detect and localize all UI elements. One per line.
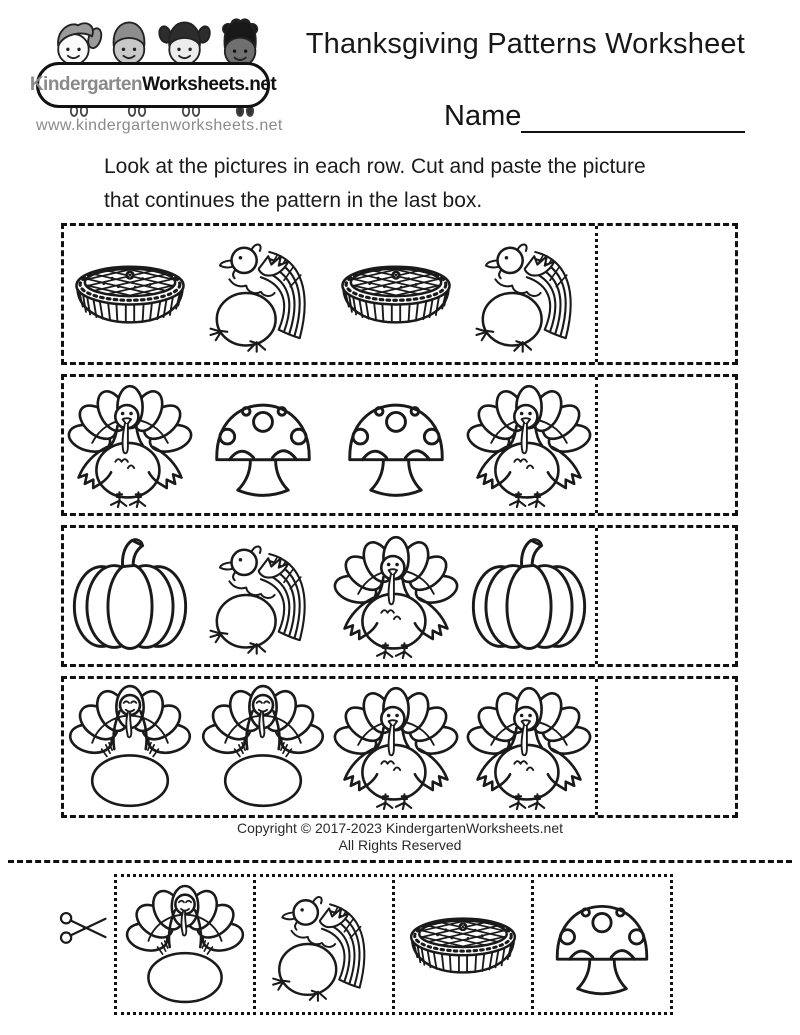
mushroom-image bbox=[333, 382, 459, 508]
pattern-cells bbox=[64, 679, 595, 815]
pumpkin-image bbox=[67, 533, 193, 659]
pattern-cell bbox=[462, 377, 595, 513]
answer-box bbox=[595, 377, 735, 513]
sitting-turkey-image bbox=[124, 884, 246, 1006]
pattern-cells bbox=[64, 377, 595, 513]
pumpkin-image bbox=[466, 533, 592, 659]
pattern-row-1 bbox=[61, 223, 738, 365]
answer-box bbox=[595, 679, 735, 815]
instructions-line2: that continues the pattern in the last box. bbox=[104, 189, 483, 212]
copyright-line1: Copyright © 2017-2023 KindergartenWorksheets.net bbox=[236, 820, 564, 836]
pattern-cell bbox=[330, 528, 463, 664]
standing-turkey-image bbox=[466, 684, 592, 810]
pattern-cell bbox=[462, 528, 595, 664]
logo-brand-black: Worksheets.net bbox=[142, 74, 277, 95]
standing-turkey-image bbox=[333, 533, 459, 659]
pattern-cell bbox=[64, 528, 197, 664]
pattern-cells bbox=[64, 528, 595, 664]
mushroom-image bbox=[541, 884, 663, 1006]
answer-box bbox=[595, 226, 735, 362]
cutout-box bbox=[253, 874, 395, 1015]
copyright-line2: All Rights Reserved bbox=[338, 837, 462, 853]
pattern-cell bbox=[462, 679, 595, 815]
instructions bbox=[104, 150, 646, 218]
running-turkey-image bbox=[263, 884, 385, 1006]
pattern-cell bbox=[197, 226, 330, 362]
pattern-cell bbox=[462, 226, 595, 362]
pattern-cell bbox=[64, 226, 197, 362]
name-label: Name bbox=[444, 100, 522, 132]
pattern-cells bbox=[64, 226, 595, 362]
copyright bbox=[0, 820, 800, 854]
pie-image bbox=[67, 231, 193, 357]
pattern-cell bbox=[330, 377, 463, 513]
logo-brand-gray: Kindergarten bbox=[29, 74, 143, 95]
pattern-cell bbox=[64, 679, 197, 815]
logo-kids-illustration bbox=[40, 16, 268, 66]
pattern-cell bbox=[330, 226, 463, 362]
sitting-turkey-image bbox=[67, 684, 193, 810]
pie-image bbox=[333, 231, 459, 357]
pattern-cell bbox=[330, 679, 463, 815]
instructions-line1: Look at the pictures in each row. Cut and paste the picture bbox=[104, 155, 646, 178]
pattern-row-4 bbox=[61, 676, 738, 818]
pattern-cell bbox=[197, 679, 330, 815]
cutout-strip bbox=[114, 874, 673, 1015]
page-title: Thanksgiving Patterns Worksheet bbox=[305, 28, 745, 60]
standing-turkey-image bbox=[67, 382, 193, 508]
running-turkey-image bbox=[466, 231, 592, 357]
logo-sign bbox=[29, 62, 277, 108]
pattern-rows bbox=[61, 223, 738, 818]
sitting-turkey-image bbox=[200, 684, 326, 810]
cut-here-line bbox=[8, 860, 792, 863]
pattern-cell bbox=[197, 528, 330, 664]
answer-box bbox=[595, 528, 735, 664]
scissors-icon bbox=[58, 904, 112, 954]
running-turkey-image bbox=[200, 533, 326, 659]
standing-turkey-image bbox=[466, 382, 592, 508]
pattern-cell bbox=[64, 377, 197, 513]
name-line bbox=[444, 100, 745, 133]
mushroom-image bbox=[200, 382, 326, 508]
pattern-row-3 bbox=[61, 525, 738, 667]
name-blank-line bbox=[521, 101, 745, 133]
pattern-cell bbox=[197, 377, 330, 513]
pattern-row-2 bbox=[61, 374, 738, 516]
cutout-box bbox=[392, 874, 534, 1015]
logo-url: www.kindergartenworksheets.net bbox=[36, 117, 283, 134]
pie-image bbox=[402, 884, 524, 1006]
cutout-box bbox=[531, 874, 673, 1015]
running-turkey-image bbox=[200, 231, 326, 357]
standing-turkey-image bbox=[333, 684, 459, 810]
cutout-box bbox=[114, 874, 256, 1015]
